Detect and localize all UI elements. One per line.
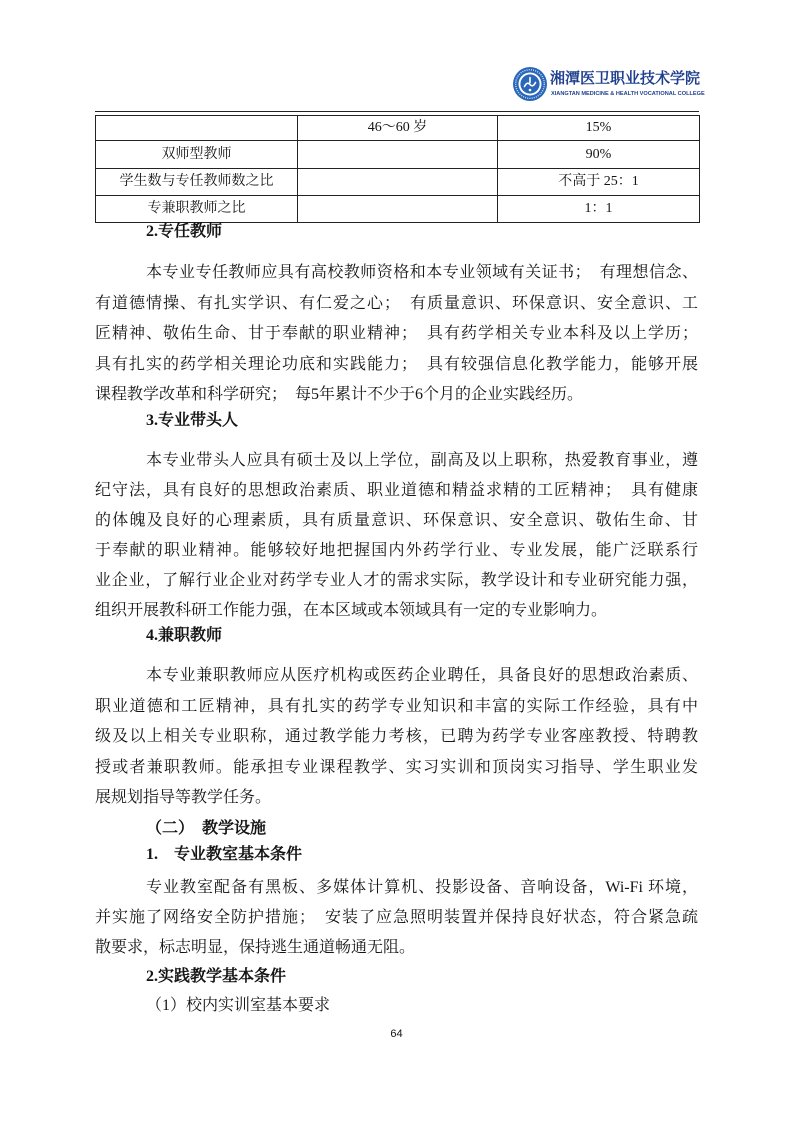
paragraph-line: 具有扎实的药学相关理论功底和实践能力； 具有较强信息化教学能力，能够开展	[95, 355, 698, 373]
paragraph-line: 本专业兼职教师应从医疗机构或医药企业聘任，具备良好的思想政治素质、	[146, 667, 698, 684]
table-row-student-teacher-ratio	[96, 169, 700, 196]
logo-name-en: XIANGTAN MEDICINE & HEALTH VOCATIONAL COLLEGE	[551, 91, 705, 97]
paragraph-line: 纪守法，具有良好的思想政治素质、职业道德和精益求精的工匠精神； 具有健康	[95, 482, 698, 499]
classroom-conditions-paragraph	[95, 873, 698, 963]
classroom-conditions-heading: 1. 专业教室基本条件	[146, 846, 303, 863]
table-cell-value: 90%	[498, 141, 700, 169]
college-logo	[512, 66, 704, 106]
paragraph-line: 散要求，标志明显，保持逃生通道畅通无阻。	[95, 939, 416, 956]
table-cell-group	[298, 196, 498, 223]
paragraph-line: 业企业，了解行业企业对药学专业人才的需求实际，教学设计和专业研究能力强，	[95, 572, 698, 589]
paragraph-line: 本专业带头人应具有硕士及以上学位，副高及以上职称，热爱教育事业，遵	[146, 452, 698, 469]
table-cell-label: 双师型教师	[96, 141, 298, 169]
paragraph-line: 授或者兼职教师。能承担专业课程教学、实习实训和顶岗实习指导、学生职业发	[95, 758, 698, 776]
table-cell-label: 学生数与专任教师数之比	[96, 169, 298, 196]
paragraph-line: 匠精神、敬佑生命、甘于奉献的职业精神； 具有药学相关专业本科及以上学历；	[95, 325, 698, 342]
page-number: 64	[390, 1028, 403, 1040]
paragraph-line: 本专业专任教师应具有高校教师资格和本专业领域有关证书； 有理想信念、	[146, 264, 698, 281]
teacher-staffing-table	[95, 115, 700, 223]
table-row-dual-qualified	[96, 141, 700, 169]
paragraph-line: 级及以上相关专业职称，通过教学能力考核，已聘为药学专业客座教授、特聘教	[95, 728, 698, 745]
table-cell-value: 1：1	[498, 196, 700, 223]
paragraph-line: 并实施了网络安全防护措施； 安装了应急照明装置并保持良好状态，符合紧急疏	[95, 909, 698, 926]
college-emblem-icon	[512, 66, 548, 102]
table-cell-group	[298, 141, 498, 169]
full-time-teachers-paragraph	[95, 258, 698, 411]
part-time-teachers-paragraph	[95, 661, 698, 814]
program-leader-paragraph	[95, 446, 698, 626]
table-cell-value: 不高于 25：1	[498, 169, 700, 196]
table-cell-label	[96, 116, 298, 141]
paragraph-line: 课程教学改革和科学研究； 每5年累计不少于6个月的企业实践经历。	[95, 386, 584, 403]
paragraph-line: 专业教室配备有黑板、多媒体计算机、投影设备、音响设备，Wi-Fi 环境，	[146, 879, 698, 896]
paragraph-line: 于奉献的职业精神。能够较好地把握国内外药学行业、专业发展，能广泛联系行	[95, 542, 698, 559]
paragraph-line: 展规划指导等教学任务。	[95, 789, 272, 806]
paragraph-line: 组织开展教科研工作能力强，在本区域或本领域具有一定的专业影响力。	[95, 602, 608, 619]
table-cell-value: 15%	[498, 116, 700, 141]
practice-conditions-heading: 2.实践教学基本条件	[146, 968, 287, 985]
paragraph-line: 职业道德和工匠精神，具有扎实的药学专业知识和丰富的实际工作经验，具有中	[95, 697, 698, 715]
table-cell-group	[298, 169, 498, 196]
paragraph-line: 的体魄及良好的心理素质，具有质量意识、环保意识、安全意识、敬佑生命、甘	[95, 512, 698, 529]
program-leader-heading: 3.专业带头人	[146, 412, 239, 429]
paragraph-line: 有道德情操、有扎实学识、有仁爱之心； 有质量意识、环保意识、安全意识、工	[95, 294, 698, 312]
table-cell-label: 专兼职教师之比	[96, 196, 298, 223]
onsite-lab-requirements-heading: （1）校内实训室基本要求	[146, 997, 331, 1014]
table-cell-group: 46～60 岁	[298, 116, 498, 141]
logo-name-cn: 湘潭医卫职业技术学院	[550, 71, 701, 87]
full-time-teachers-heading: 2.专任教师	[146, 223, 223, 240]
header-rule	[95, 111, 699, 112]
table-row-age-46-60	[96, 116, 700, 141]
part-time-teachers-heading: 4.兼职教师	[146, 627, 223, 644]
teaching-facilities-heading: （二） 教学设施	[146, 820, 267, 837]
